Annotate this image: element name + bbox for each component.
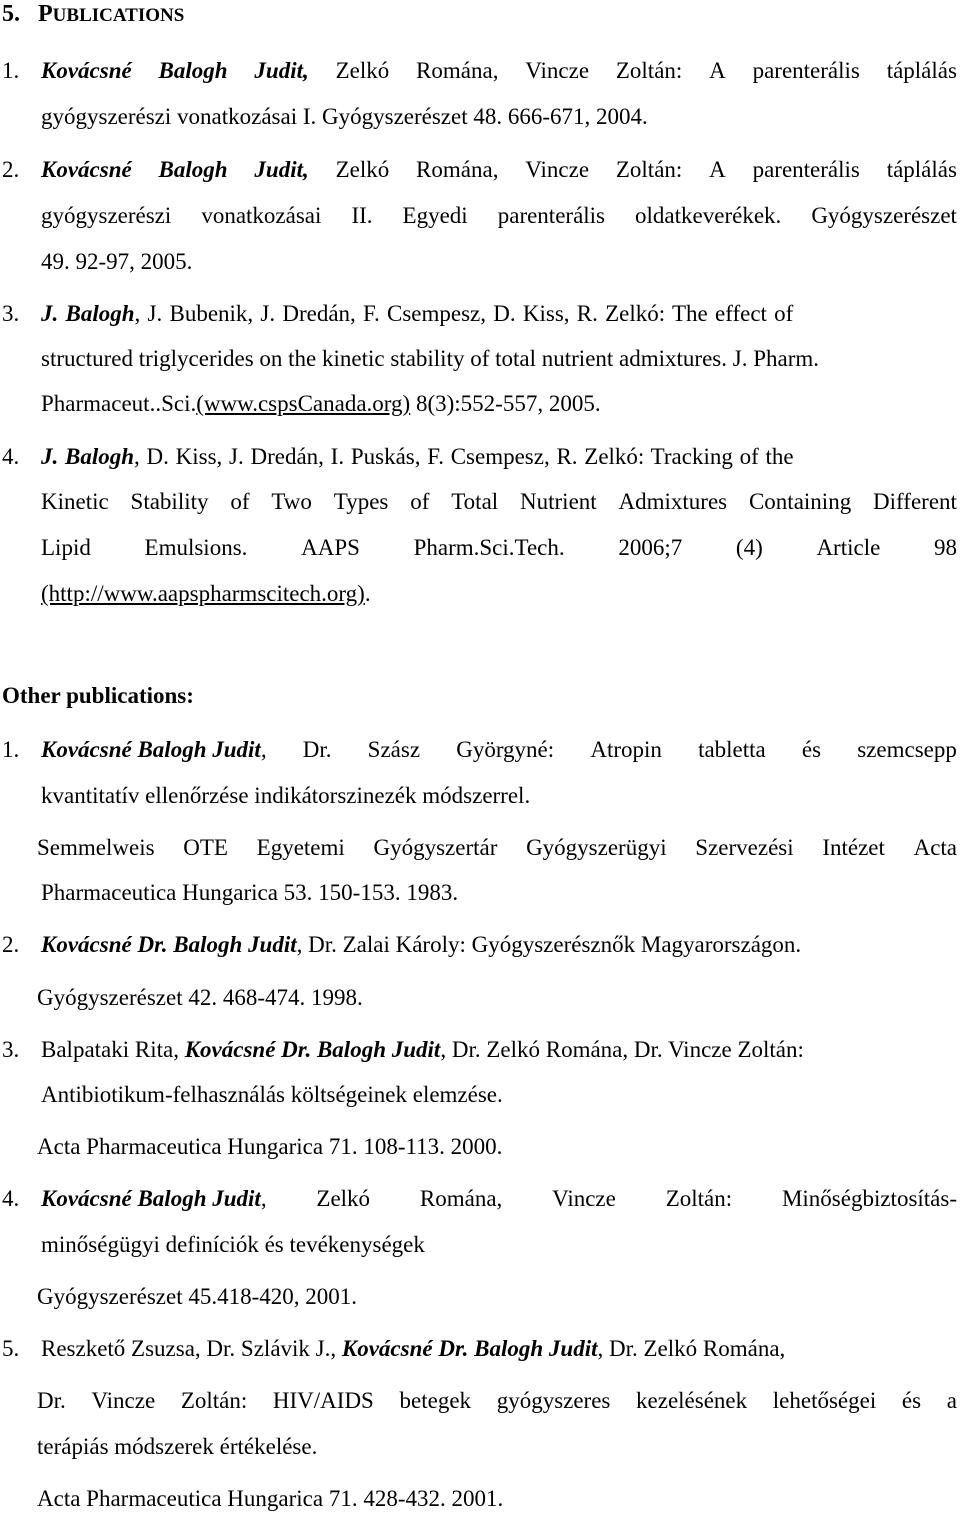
citation-line: Reszkető Zsuzsa, Dr. Szlávik J., Kovácsné Dr. Balogh Judit, Dr. Zelkó Romána,	[41, 1336, 786, 1361]
citation-line: Pharmaceutica Hungarica 53. 150-153. 1983.	[41, 880, 459, 905]
citation-line: Balpataki Rita, Kovácsné Dr. Balogh Judit, Dr. Zelkó Romána, Dr. Vincze Zoltán:	[41, 1037, 804, 1062]
citation-line: gyógyszerészi vonatkozásai I. Gyógyszerészet 48. 666-671, 2004.	[41, 104, 648, 129]
citation-line: Dr. Vincze Zoltán: HIV/AIDS betegek gyógyszeres kezelésének lehetőségei és a	[37, 1388, 957, 1413]
citation-line: Antibiotikum-felhasználás költségeinek elemzése.	[41, 1082, 503, 1107]
section-title: 5. PUBLICATIONS	[2, 1, 185, 27]
citation-line: Kovácsné Balogh Judit, Zelkó Romána, Vincze Zoltán: Minőségbiztosítás-	[41, 1186, 957, 1211]
item-number: 3.	[2, 1037, 20, 1062]
citation-line: Kinetic Stability of Two Types of Total Nutrient Admixtures Containing Different	[41, 489, 957, 514]
citation-line: Kovácsné Dr. Balogh Judit, Dr. Zalai Károly: Gyógyszerésznők Magyarországon.	[41, 932, 802, 957]
journal-link[interactable]: (www.cspsCanada.org)	[196, 391, 411, 416]
citation-line: Kovácsné Balogh Judit, Dr. Szász Györgyné: Atropin tabletta és szemcsepp	[41, 737, 957, 762]
journal-link[interactable]: (http://www.aapspharmscitech.org)	[41, 581, 365, 606]
citation-line: Lipid Emulsions. AAPS Pharm.Sci.Tech. 2006;7 (4) Article 98	[41, 535, 957, 560]
citation-line: minőségügyi definíciók és tevékenységek	[41, 1232, 425, 1257]
citation-line: kvantitatív ellenőrzése indikátorszinezék módszerrel.	[41, 783, 531, 808]
citation-line: Kovácsné Balogh Judit, Zelkó Romána, Vincze Zoltán: A parenterális táplálás	[41, 157, 957, 182]
citation-line: Kovácsné Balogh Judit, Zelkó Romána, Vincze Zoltán: A parenterális táplálás	[41, 58, 957, 83]
item-number: 3.	[2, 301, 20, 326]
citation-line: Semmelweis OTE Egyetemi Gyógyszertár Gyógyszerügyi Szervezési Intézet Acta	[37, 835, 957, 860]
item-number: 1.	[2, 58, 20, 83]
citation-line: Gyógyszerészet 42. 468-474. 1998.	[37, 985, 363, 1010]
citation-line: Acta Pharmaceutica Hungarica 71. 428-432. 2001.	[37, 1486, 504, 1511]
citation-line: 49. 92-97, 2005.	[41, 249, 193, 274]
item-number: 4.	[2, 1186, 20, 1211]
citation-line: Pharmaceut..Sci.(www.cspsCanada.org) 8(3):552-557, 2005.	[41, 391, 601, 416]
citation-line: terápiás módszerek értékelése.	[37, 1434, 318, 1459]
citation-line: Gyógyszerészet 45.418-420, 2001.	[37, 1284, 358, 1309]
item-number: 1.	[2, 737, 20, 762]
citation-line: structured triglycerides on the kinetic stability of total nutrient admixtures. J. Pharm.	[41, 346, 819, 371]
item-number: 4.	[2, 444, 20, 469]
other-publications-heading: Other publications:	[2, 683, 194, 708]
item-number: 2.	[2, 157, 20, 182]
item-number: 2.	[2, 932, 20, 957]
citation-line: (http://www.aapspharmscitech.org).	[41, 581, 371, 606]
citation-line: J. Balogh, J. Bubenik, J. Dredán, F. Csempesz, D. Kiss, R. Zelkó: The effect of	[41, 301, 794, 326]
item-number: 5.	[2, 1336, 20, 1361]
citation-line: gyógyszerészi vonatkozásai II. Egyedi parenterális oldatkeverékek. Gyógyszerészet	[41, 203, 957, 228]
citation-line: Acta Pharmaceutica Hungarica 71. 108-113. 2000.	[37, 1134, 503, 1159]
citation-line: J. Balogh, D. Kiss, J. Dredán, I. Puskás, F. Csempesz, R. Zelkó: Tracking of the	[41, 444, 794, 469]
